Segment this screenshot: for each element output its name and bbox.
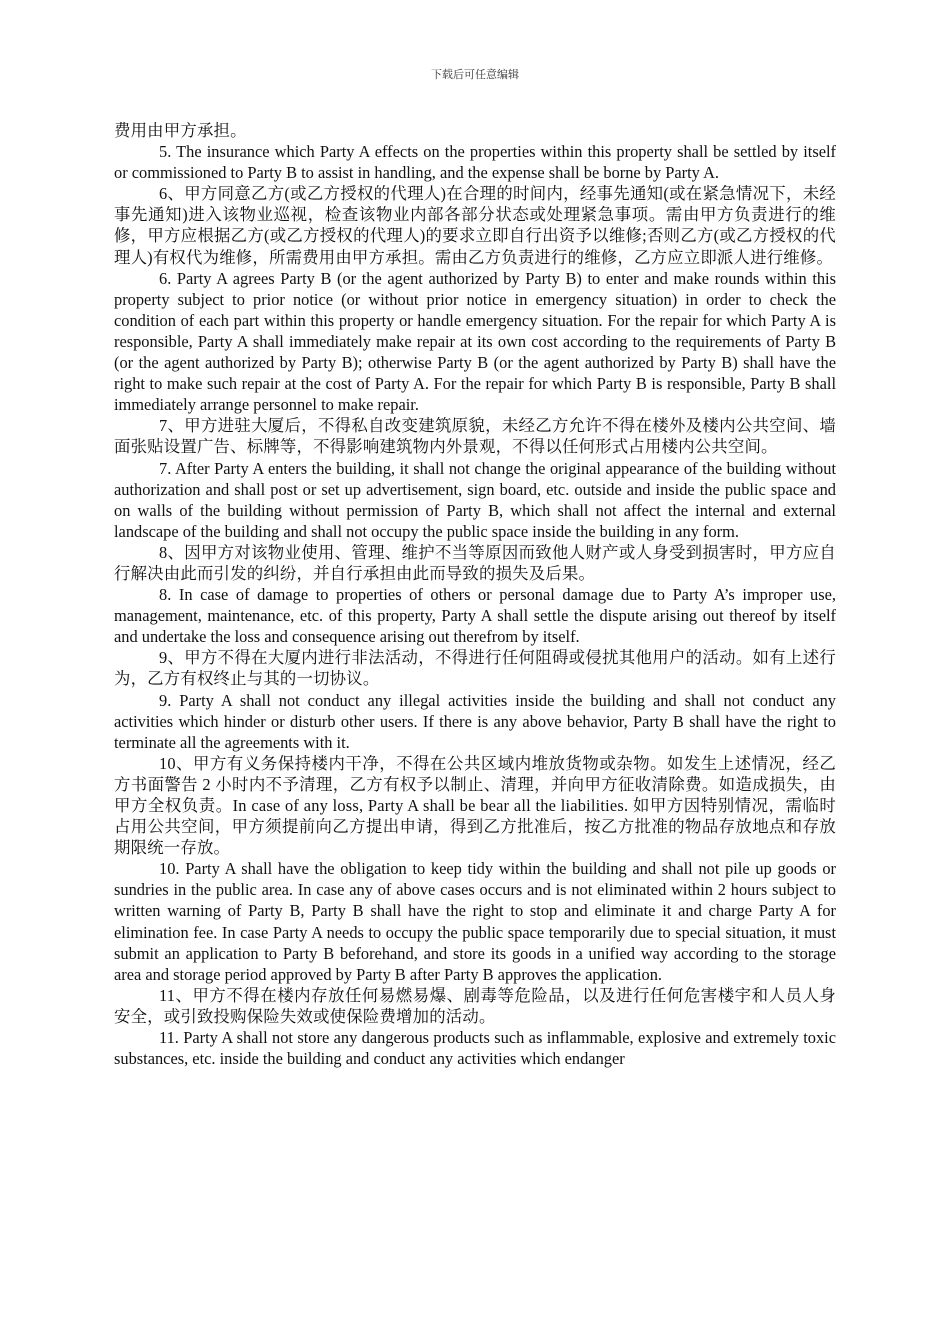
clause-8-en: 8. In case of damage to properties of others or personal damage due to Party A’s improper use, management, maintenance, etc. of this property, Party A shall settle the dispute arising out thereof by itself and undertake the loss and consequence arising out therefrom by itself. [114, 585, 836, 647]
page-header: 下载后可任意编辑 [431, 69, 519, 81]
clause-5-en: 5. The insurance which Party A effects on the properties within this property shall be settled by itself or commissioned to Party B to assist in handling, and the expense shall be borne by Party A. [114, 142, 836, 183]
clause-6-en: 6. Party A agrees Party B (or the agent authorized by Party B) to enter and make rounds within this property subject to prior notice (or without prior notice in emergency situation) in order to check the condition of each part within this property or handle emergency situation. For the repair for which Party A is responsible, Party A shall immediately make repair at its own cost according to the requirements of Party B (or the agent authorized by Party B); otherwise Party B (or the agent authorized by Party B) shall have the right to make such repair at the cost of Party A. For the repair for which Party B is responsible, Party B shall immediately arrange personnel to make repair. [114, 268, 836, 415]
clause-11-zh: 11、甲方不得在楼内存放任何易燃易爆、剧毒等危险品，以及进行任何危害楼宇和人员人身安全，或引致投购保险失效或使保险费增加的活动。 [114, 985, 836, 1026]
clause-9-en: 9. Party A shall not conduct any illegal activities inside the building and shall not conduct any activities which hinder or disturb other users. If there is any above behavior, Party B shall have the right to terminate all the agreements with it. [114, 690, 836, 752]
clause-10-en: 10. Party A shall have the obligation to keep tidy within the building and shall not pile up goods or sundries in the public area. In case any of above cases occurs and is not eliminated within 2 hours subject to written warning of Party B, Party B shall have the right to stop and eliminate it and charge Party A for elimination fee. In case Party A needs to occupy the public space temporarily due to special situation, it must submit an application to Party B beforehand, and store its goods in a unified way according to the storage area and storage period approved by Party B after Party B approves the application. [114, 859, 836, 984]
clause-8-zh: 8、因甲方对该物业使用、管理、维护不当等原因而致他人财产或人身受到损害时，甲方应自行解决由此而引发的纠纷，并自行承担由此而导致的损失及后果。 [114, 542, 836, 583]
clause-10-zh: 10、甲方有义务保持楼内干净，不得在公共区域内堆放货物或杂物。如发生上述情况，经乙方书面警告 2 小时内不予清理，乙方有权予以制止、清理，并向甲方征收清除费。如造成损失，由甲方全权负责。In case of any loss, Party A shall be bear all the liabilities. 如甲方因特别情况，需临时占用公共空间，甲方须提前向乙方提出申请，得到乙方批准后，按乙方批准的物品存放地点和存放期限统一存放。 [114, 753, 836, 858]
clause-11-en: 11. Party A shall not store any dangerous products such as inflammable, explosive and extremely toxic substances, etc. inside the building and conduct any activities which endanger [114, 1028, 836, 1069]
document-body [114, 120, 836, 1069]
clause-7-en: 7. After Party A enters the building, it shall not change the original appearance of the building without authorization and shall post or set up advertisement, sign board, etc. outside and inside the public space and on walls of the building without permission of Party B, which shall not affect the internal and external landscape of the building and shall not occupy the public space inside the building in any form. [114, 458, 836, 541]
clause-7-zh: 7、甲方进驻大厦后，不得私自改变建筑原貌，未经乙方允许不得在楼外及楼内公共空间、墙面张贴设置广告、标牌等，不得影响建筑物内外景观，不得以任何形式占用楼内公共空间。 [114, 416, 836, 457]
clause-9-zh: 9、甲方不得在大厦内进行非法活动，不得进行任何阻碍或侵扰其他用户的活动。如有上述行为，乙方有权终止与其的一切协议。 [114, 648, 836, 689]
paragraph-continuation-zh: 费用由甲方承担。 [114, 121, 247, 140]
clause-6-zh: 6、甲方同意乙方(或乙方授权的代理人)在合理的时间内，经事先通知(或在紧急情况下，未经事先通知)进入该物业巡视，检查该物业内部各部分状态或处理紧急事项。需由甲方负责进行的维修，甲方应根据乙方(或乙方授权的代理人)的要求立即自行出资予以维修;否则乙方(或乙方授权的代理人)有权代为维修，所需费用由甲方承担。需由乙方负责进行的维修，乙方应立即派人进行维修。 [114, 184, 836, 267]
